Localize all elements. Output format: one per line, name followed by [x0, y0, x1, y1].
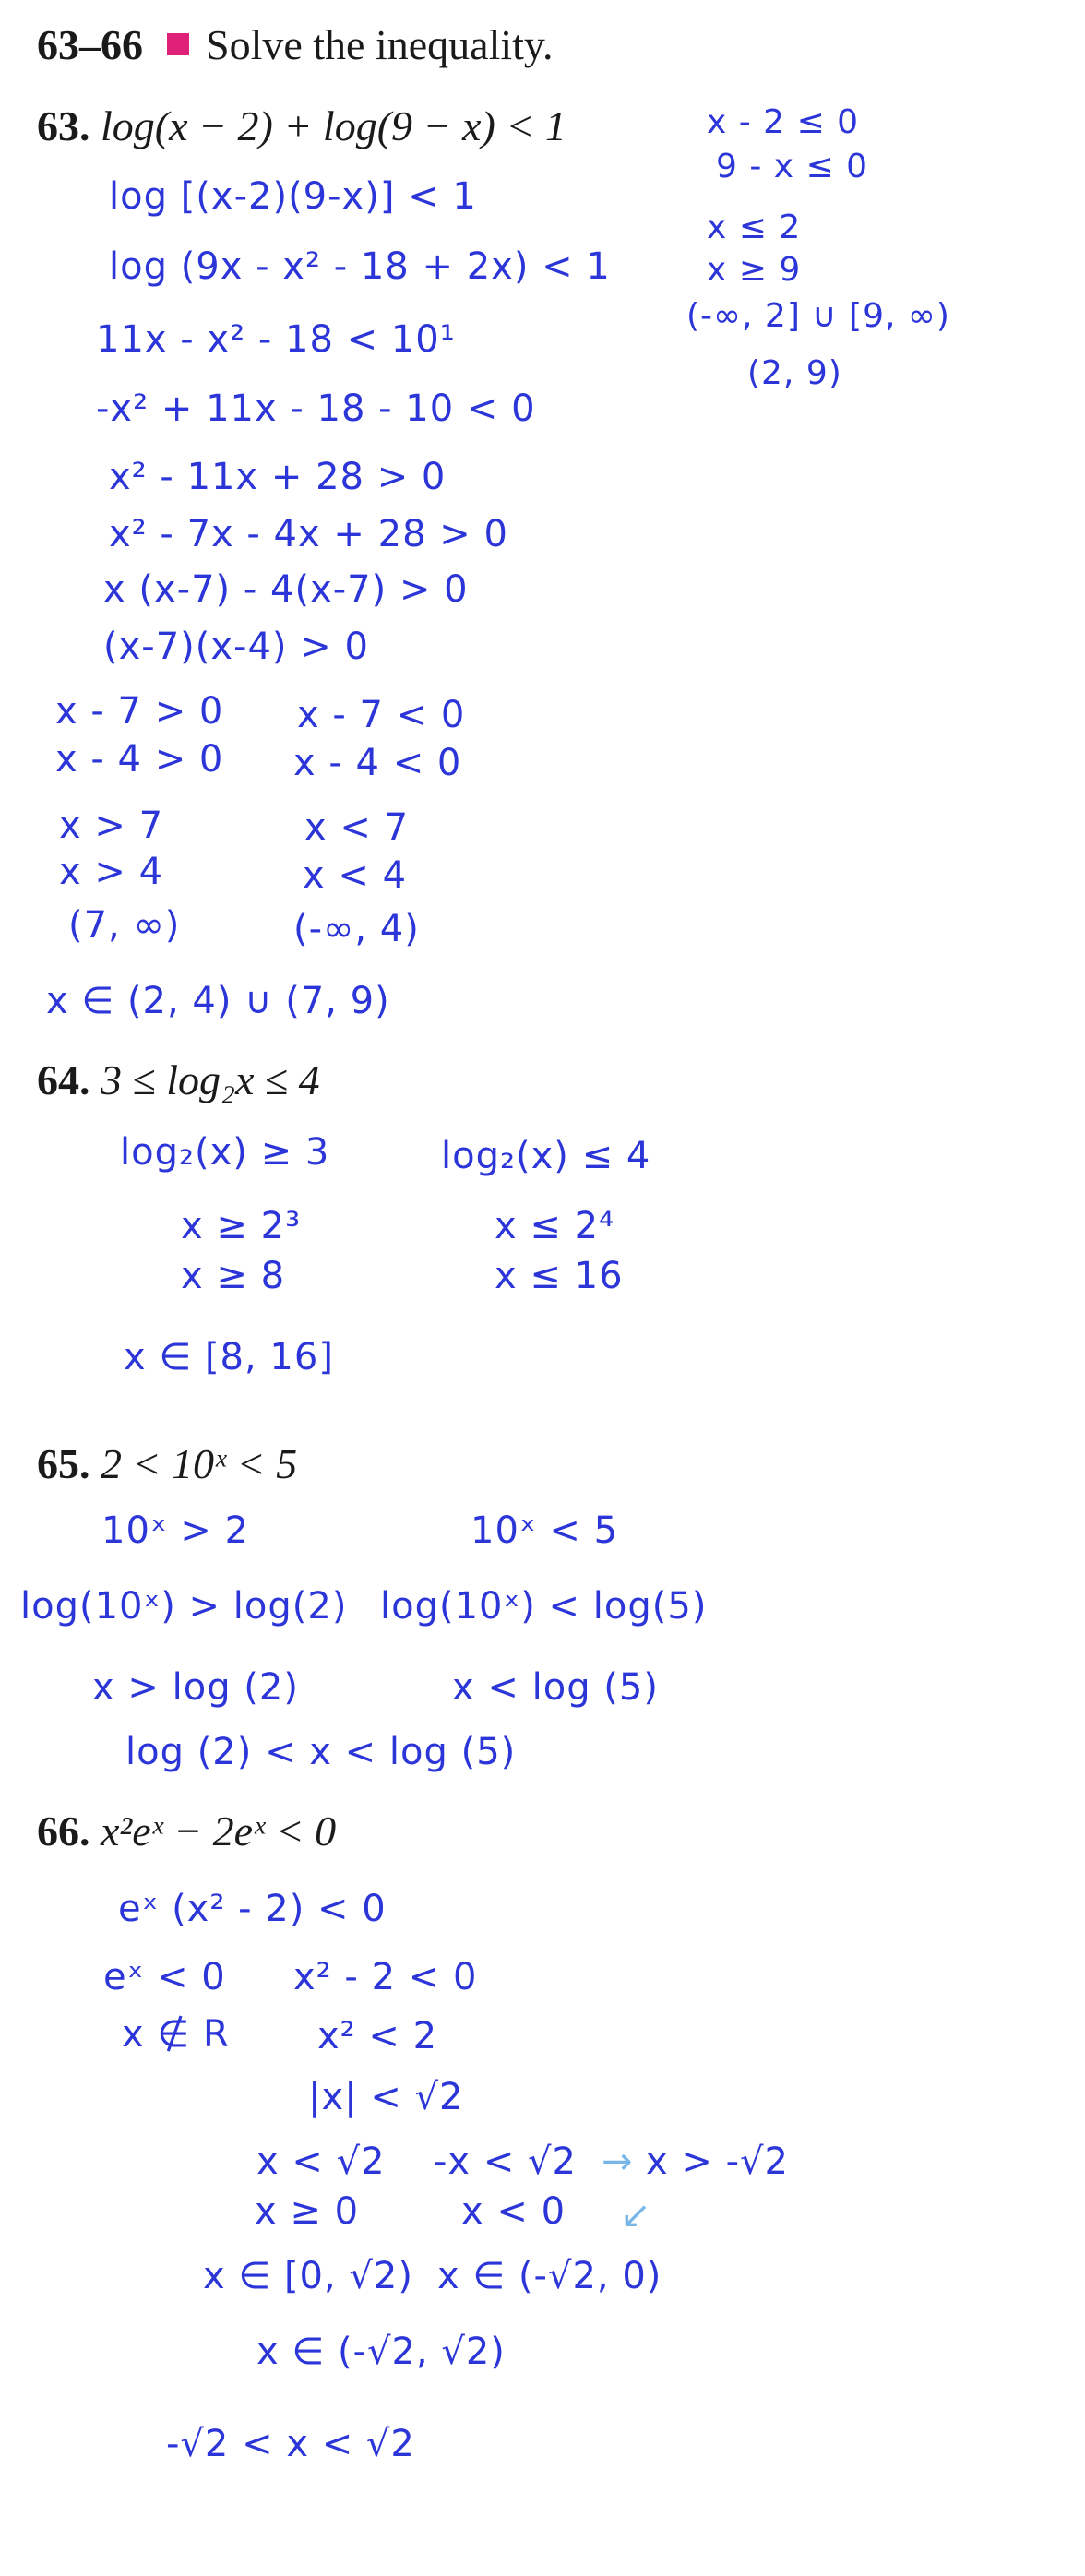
p65-left-2: log(10ˣ) > log(2): [20, 1585, 348, 1628]
problem-65-statement: 2 < 10ˣ < 5: [101, 1440, 298, 1487]
problem-64-statement: 3 ≤ log₂x ≤ 4: [101, 1056, 320, 1103]
exercise-header: [37, 20, 553, 69]
p66-line-1: eˣ (x² - 2) < 0: [118, 1888, 387, 1930]
p66-case-a-2: x ≥ 0: [255, 2190, 360, 2233]
p64-left-2: x ≥ 2³: [181, 1205, 302, 1247]
p65-answer: log (2) < x < log (5): [125, 1731, 517, 1773]
p66-left-2: x ∉ R: [122, 2013, 230, 2056]
p63-case-right-3: x < 7: [304, 806, 410, 849]
p66-case-b-3: x ∈ (-√2, 0): [437, 2255, 662, 2297]
p63-work-line-4: -x² + 11x - 18 - 10 < 0: [96, 388, 536, 430]
p66-case-a-1: x < √2: [256, 2141, 386, 2183]
p65-right-1: 10ˣ < 5: [471, 1509, 619, 1552]
p63-case-left-1: x - 7 > 0: [55, 690, 224, 733]
p64-left-1: log₂(x) ≥ 3: [120, 1131, 330, 1174]
exercise-range: 63–66: [37, 21, 143, 68]
exercise-instruction: Solve the inequality.: [206, 21, 554, 68]
problem-65-number: 65.: [37, 1440, 90, 1487]
p66-mid-1: x² - 2 < 0: [293, 1956, 478, 1998]
p63-case-right-4: x < 4: [303, 854, 408, 897]
p63-side-line-5: (-∞, 2] ∪ [9, ∞): [686, 297, 950, 335]
p63-case-left-5: (7, ∞): [68, 904, 181, 947]
p63-case-left-4: x > 4: [59, 851, 164, 893]
p66-case-a-3: x ∈ [0, √2): [203, 2255, 413, 2297]
p65-right-3: x < log (5): [452, 1666, 659, 1709]
p66-arrow-result: x > -√2: [646, 2141, 789, 2183]
p64-right-2: x ≤ 2⁴: [495, 1205, 615, 1247]
problem-65-heading: [37, 1439, 297, 1488]
p66-answer: -√2 < x < √2: [166, 2423, 415, 2465]
problem-63-heading: [37, 101, 566, 150]
p63-work-line-7: x (x-7) - 4(x-7) > 0: [103, 568, 469, 611]
problem-66-number: 66.: [37, 1807, 90, 1854]
p66-case-b-1: -x < √2: [434, 2141, 577, 2183]
p63-work-line-6: x² - 7x - 4x + 28 > 0: [109, 513, 508, 555]
problem-64-number: 64.: [37, 1056, 90, 1103]
p65-right-2: log(10ˣ) < log(5): [380, 1585, 708, 1628]
p63-side-line-4: x ≥ 9: [707, 251, 802, 289]
p66-mid-3: |x| < √2: [308, 2076, 464, 2118]
p63-work-line-2: log (9x - x² - 18 + 2x) < 1: [109, 245, 611, 288]
p63-work-line-5: x² - 11x + 28 > 0: [109, 456, 447, 498]
p64-answer: x ∈ [8, 16]: [124, 1336, 334, 1378]
p66-union: x ∈ (-√2, √2): [256, 2331, 506, 2373]
p63-answer: x ∈ (2, 4) ∪ (7, 9): [46, 980, 390, 1022]
p64-right-3: x ≤ 16: [495, 1255, 624, 1297]
p63-side-line-1: x - 2 ≤ 0: [707, 103, 860, 141]
p66-mid-2: x² < 2: [317, 2015, 438, 2057]
p63-case-left-2: x - 4 > 0: [55, 738, 224, 781]
p63-side-line-3: x ≤ 2: [707, 209, 802, 246]
p64-right-1: log₂(x) ≤ 4: [441, 1135, 651, 1177]
p65-left-1: 10ˣ > 2: [101, 1509, 250, 1552]
p63-side-line-6: (2, 9): [747, 354, 842, 392]
p63-case-left-3: x > 7: [59, 805, 164, 847]
p63-case-right-1: x - 7 < 0: [297, 694, 466, 736]
problem-64-heading: [37, 1055, 320, 1104]
problem-63-number: 63.: [37, 102, 90, 149]
p65-left-3: x > log (2): [92, 1666, 299, 1709]
p63-case-right-5: (-∞, 4): [293, 908, 420, 950]
p64-left-3: x ≥ 8: [181, 1255, 286, 1297]
p63-side-line-2: 9 - x ≤ 0: [716, 148, 869, 185]
problem-63-statement: log(x − 2) + log(9 − x) < 1: [101, 102, 566, 149]
p63-case-right-2: x - 4 < 0: [293, 742, 462, 784]
pink-square-icon: [167, 33, 189, 55]
problem-66-heading: [37, 1807, 336, 1855]
p63-work-line-3: 11x - x² - 18 < 10¹: [96, 318, 456, 361]
problem-66-statement: x²eˣ − 2eˣ < 0: [101, 1807, 337, 1854]
p66-arrow-right: →: [602, 2141, 634, 2183]
p63-work-line-1: log [(x-2)(9-x)] < 1: [109, 175, 477, 218]
p66-left-1: eˣ < 0: [103, 1956, 226, 1998]
p66-case-b-2: x < 0: [461, 2190, 566, 2233]
p63-work-line-8: (x-7)(x-4) > 0: [103, 626, 369, 668]
p66-arrow-down: ↙: [620, 2194, 652, 2236]
